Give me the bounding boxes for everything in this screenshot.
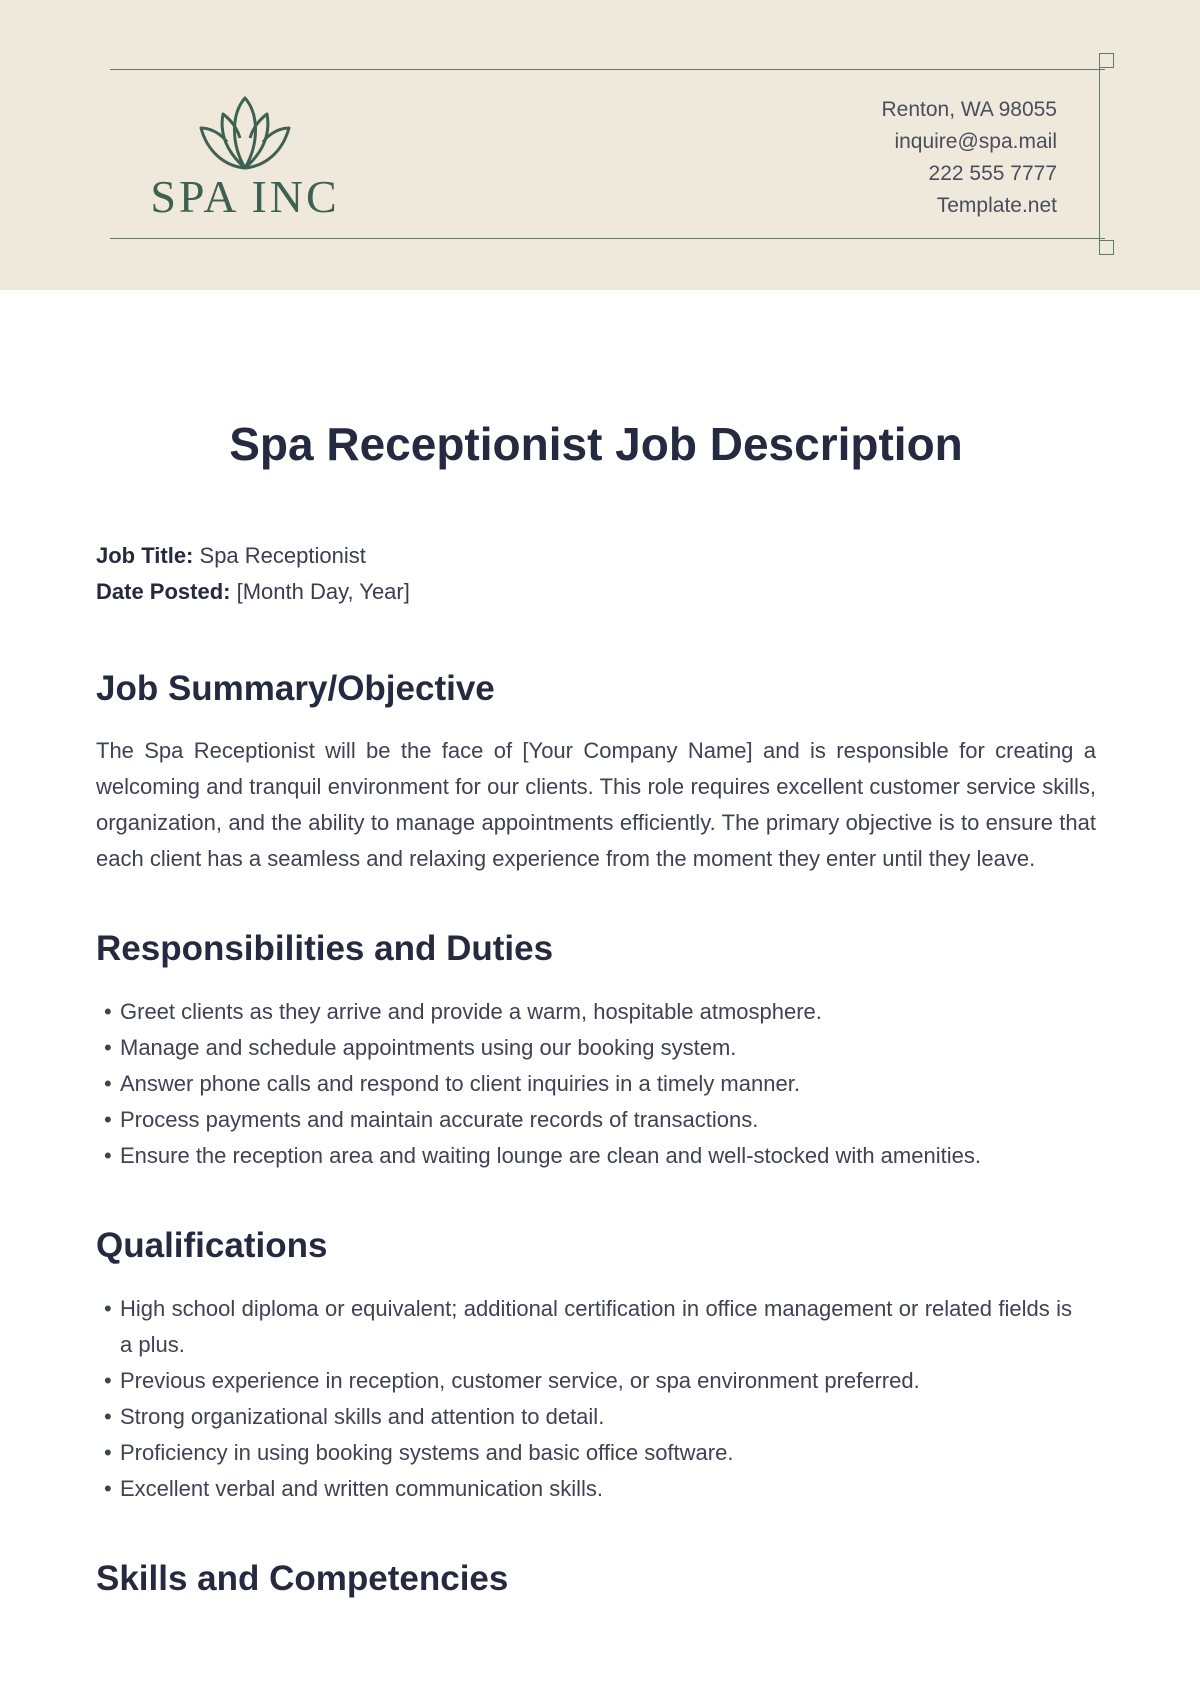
responsibilities-section	[96, 925, 1096, 1174]
date-posted-row	[96, 574, 1096, 610]
list-item: • Manage and schedule appointments using our booking system.	[96, 1030, 1072, 1066]
company-logo	[140, 92, 350, 222]
date-posted-label: Date Posted:	[96, 579, 231, 604]
skills-section	[96, 1555, 1096, 1603]
list-item: • Process payments and maintain accurate records of transactions.	[96, 1102, 1072, 1138]
responsibilities-list	[96, 994, 1096, 1174]
job-title-value: Spa Receptionist	[199, 543, 366, 568]
list-item: • Answer phone calls and respond to client inquiries in a timely manner.	[96, 1066, 1072, 1102]
job-title-label: Job Title:	[96, 543, 194, 568]
document-body	[96, 400, 1096, 1603]
responsibilities-heading: Responsibilities and Duties	[96, 929, 554, 968]
job-title-row	[96, 538, 1096, 574]
contact-address: Renton, WA 98055	[881, 98, 1057, 121]
header-top-rule	[110, 69, 1105, 70]
lotus-icon	[185, 92, 305, 174]
list-item: • Previous experience in reception, customer service, or spa environment preferred.	[96, 1363, 1072, 1399]
list-item: • Ensure the reception area and waiting lounge are clean and well-stocked with amenities.	[96, 1138, 1072, 1174]
summary-text: The Spa Receptionist will be the face of [Your Company Name] and is responsible for creating a welcoming and tranquil environment for our clients. This role requires excellent customer service skills, organization, and the ability to manage appointments efficiently. The primary objective is to ensure that each client has a seamless and relaxing experience from the moment they enter until they leave.	[96, 738, 1096, 871]
corner-square-top	[1099, 53, 1114, 68]
qualifications-heading: Qualifications	[96, 1226, 328, 1265]
list-item: • Greet clients as they arrive and provide a warm, hospitable atmosphere.	[96, 994, 1072, 1030]
job-meta	[96, 538, 1096, 610]
contact-website: Template.net	[936, 194, 1057, 217]
logo-wordmark: SPA INC	[150, 171, 340, 222]
contact-email: inquire@spa.mail	[894, 130, 1057, 153]
summary-heading: Job Summary/Objective	[96, 669, 495, 708]
header-bottom-rule	[110, 238, 1105, 239]
corner-square-bottom	[1099, 240, 1114, 255]
list-item: • Proficiency in using booking systems and basic office software.	[96, 1435, 1072, 1471]
qualifications-section	[96, 1222, 1096, 1507]
date-posted-value: [Month Day, Year]	[236, 579, 410, 604]
list-item: • Excellent verbal and written communication skills.	[96, 1471, 1072, 1507]
contact-block	[881, 94, 1057, 222]
page-title: Spa Receptionist Job Description	[229, 418, 963, 470]
contact-phone: 222 555 7777	[928, 162, 1057, 185]
list-item: • Strong organizational skills and attention to detail.	[96, 1399, 1072, 1435]
list-item: • High school diploma or equivalent; additional certification in office management or related fields is a plus.	[96, 1291, 1072, 1363]
header-side-rule	[1099, 62, 1100, 248]
skills-heading: Skills and Competencies	[96, 1559, 509, 1598]
letterhead	[0, 0, 1200, 290]
qualifications-list	[96, 1291, 1096, 1507]
